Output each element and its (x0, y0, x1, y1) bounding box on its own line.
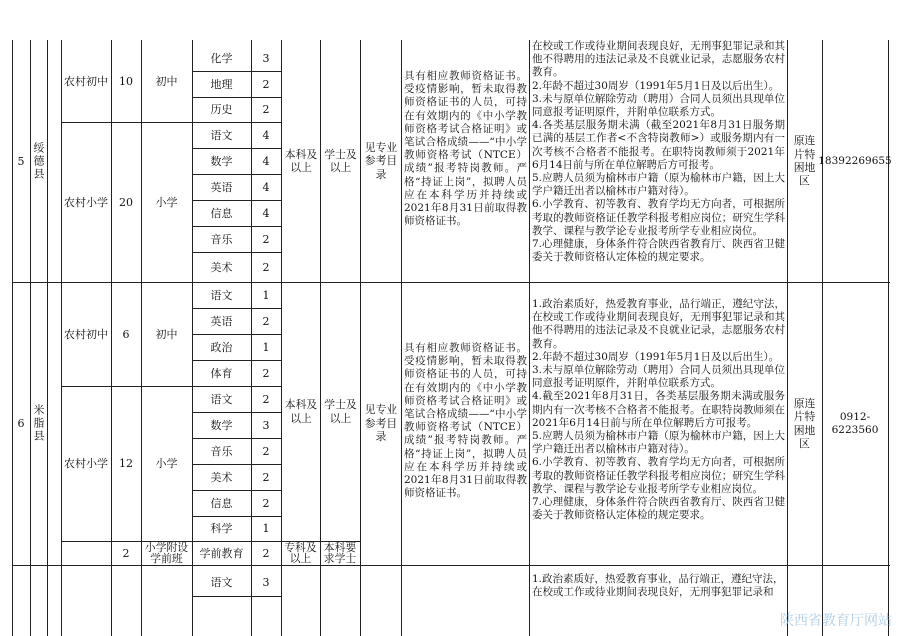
subject-count: 2 (262, 260, 270, 274)
subject-cell: 数学 (210, 418, 233, 432)
subject-count: 3 (262, 576, 270, 589)
subject-count: 2 (262, 77, 270, 91)
requirement-item: 2.年龄不超过30周岁（1991年5月1日及以后出生）。 (532, 350, 780, 363)
certificate-requirement: 具有相应教师资格证书。受疫情影响，暂未取得教师资格证书的人员，可持在有效期内的《中小学教师资格考试合格证明》或笔试合格成绩——“中小学教师资格考试（NTCE）成绩”报考特岗教师。严格“持证上岗”，拟聘人员应在本科学历并持续或2021年8月31日前取得教师资格证书。 (404, 70, 527, 228)
requirement-item: 在校或工作或待业期间表现良好，无刑事犯罪记录和其他不得聘用的违法记录及不良就业记录，志愿服务农村教育。 (532, 40, 785, 79)
subject-cell: 数学 (210, 154, 233, 168)
requirement-item: 6.小学教育、初等教育、教育学均无方向者，可根据所考取的教师资格证任教学科报考相应岗位；研究生学科教学、课程与教学论专业报考所学专业相应岗位。 (532, 456, 785, 495)
requirement-item: 4.各类基层服务期未满（截至2021年8月31日服务期已满的基层工作者<不含特岗教师>）或服务期内有一次考核不合格者不能报考。在职特岗教师须于2021年6月14日前与所在单位解聘后方可报考。 (532, 119, 785, 171)
school-type-cell: 农村初中 (64, 327, 108, 341)
row-divider (12, 565, 890, 566)
education-cell: 专科及以上 (284, 540, 317, 565)
subject-cell: 化学 (210, 51, 233, 65)
subject-cell: 政治 (210, 340, 233, 354)
subject-count: 1 (262, 288, 270, 302)
subject-cell: 地理 (210, 77, 233, 91)
area-cell: 原连片特困地区 (793, 134, 816, 188)
requirement-item: 3.未与原单位解除劳动（聘用）合同人员须出具现单位同意报考证明原件，并附单位联系方式。 (532, 92, 785, 119)
certificate-requirement: 具有相应教师资格证书。受疫情影响，暂未取得教师资格证书的人员，可持在有效期内的《中小学教师资格考试合格证明》或笔试合格成绩——“中小学教师资格考试（NTCE）成绩”报考特岗教师。严格“持证上岗”，拟聘人员应在本科学历并持续或2021年8月31日前取得教师资格证书。 (404, 342, 527, 500)
subject-count: 2 (262, 470, 270, 484)
county-cell: 绥德县 (32, 141, 45, 181)
watermark: 陕西省教育厅网站 (780, 613, 892, 629)
school-type-cell: 农村小学 (64, 457, 108, 470)
degree-cell: 本科要求学士 (323, 540, 357, 565)
degree-cell: 学士及以上 (324, 398, 357, 425)
level-cell: 初中 (155, 327, 178, 341)
subject-cell: 语文 (210, 392, 233, 406)
subject-count: 3 (262, 51, 270, 65)
education-cell: 本科及以上 (284, 147, 318, 174)
requirements-list (532, 573, 785, 636)
level-cell: 小学 (155, 195, 178, 209)
subject-count: 2 (262, 314, 270, 328)
subject-cell: 音乐 (210, 444, 233, 458)
quota-cell: 20 (119, 195, 133, 209)
seq-cell: 5 (17, 154, 25, 168)
subject-count: 1 (262, 522, 270, 535)
degree-cell: 学士及以上 (324, 147, 357, 174)
major-cell: 见专业参考目录 (364, 403, 398, 444)
requirement-item: 5.应聘人员须为榆林市户籍（原为榆林市户籍，因上大学户籍迁出者以榆林市户籍对待）。 (532, 172, 785, 198)
level-cell: 初中 (155, 74, 178, 88)
school-type-cell: 农村小学 (64, 195, 108, 209)
subject-cell: 英语 (210, 180, 233, 194)
col-line (360, 40, 361, 636)
requirements-list (532, 298, 785, 563)
requirement-item: 3.未与原单位解除劳动（聘用）合同人员须出具现单位同意报考证明原件，并附单位联系方式。 (532, 364, 785, 390)
level-cell: 小学 (155, 457, 178, 470)
subject-count: 2 (262, 232, 270, 246)
col-line (888, 40, 889, 636)
subject-count: 2 (262, 392, 270, 406)
seq-cell: 6 (17, 417, 25, 430)
requirement-item: 2.年龄不超过30周岁（1991年5月1日及以后出生）。 (532, 79, 780, 92)
subject-cell: 美术 (210, 260, 233, 274)
requirements-list (532, 40, 785, 280)
subject-cell: 科学 (210, 522, 233, 535)
subject-count: 1 (262, 340, 270, 354)
requirement-item: 1.政治素质好，热爱教育事业，品行端正，遵纪守法， (532, 573, 784, 585)
subject-cell: 历史 (210, 103, 233, 116)
col-line (529, 40, 530, 636)
requirement-item: 7.心理健康，身体条件符合陕西省教育厅、陕西省卫健委关于教师资格认定体检的规定要求。 (532, 238, 785, 264)
requirement-item: 5.应聘人员须为榆林市户籍（原为榆林市户籍，因上大学户籍迁出者以榆林市户籍对待）。 (532, 430, 785, 456)
subject-cell: 音乐 (210, 232, 233, 246)
col-line (787, 40, 788, 636)
quota-cell: 10 (119, 74, 133, 88)
col-line (47, 40, 48, 636)
requirement-item: 6.小学教育、初等教育、教育学均无方向者，可根据所考取的教师资格证任教学科报考相应岗位；研究生学科教学、课程与教学论专业报考所学专业相应岗位。 (532, 198, 785, 237)
level-cell: 小学附设学前班 (144, 540, 189, 565)
subject-cell: 信息 (210, 496, 233, 510)
subject-count: 4 (262, 206, 270, 220)
subject-cell: 学前教育 (199, 546, 244, 560)
subject-cell: 语文 (210, 576, 233, 589)
col-line (401, 40, 402, 636)
subject-cell: 语文 (210, 128, 233, 142)
subject-cell: 体育 (210, 366, 233, 380)
subject-count: 4 (262, 154, 270, 168)
subject-cell: 英语 (210, 314, 233, 328)
subject-cell: 语文 (210, 288, 233, 302)
subject-count: 2 (262, 546, 270, 560)
major-cell: 见专业参考目录 (364, 140, 398, 181)
education-cell: 本科及以上 (284, 398, 318, 425)
subject-count: 2 (262, 103, 270, 116)
subject-cell: 信息 (210, 206, 233, 220)
subject-divider (192, 596, 281, 597)
phone-cell: 0912-6223560 (831, 410, 879, 436)
requirement-item: 1.政治素质好，热爱教育事业，品行端正，遵纪守法，在校或工作或待业期间表现良好，无刑事犯罪记录和其他不得聘用的违法记录及不良就业记录，志愿服务农村教育。 (532, 298, 785, 350)
subject-count: 2 (262, 496, 270, 510)
subject-cell: 美术 (210, 470, 233, 484)
quota-cell: 12 (119, 457, 133, 470)
subject-count: 3 (262, 418, 270, 432)
requirement-item: 7.心理健康，身体条件符合陕西省教育厅、陕西省卫健委关于教师资格认定体检的规定要求。 (532, 496, 785, 522)
subject-count: 2 (262, 444, 270, 458)
subject-count: 2 (262, 366, 270, 380)
phone-cell: 18392269655 (818, 154, 892, 167)
subject-count: 4 (262, 180, 270, 194)
quota-cell: 2 (122, 546, 130, 560)
requirement-item: 在校或工作或待业期间表现良好，无刑事犯罪记录和 (532, 586, 774, 599)
quota-cell: 6 (122, 327, 130, 341)
area-cell: 原连片特困地区 (793, 396, 816, 450)
requirement-item: 4.截至2021年8月31日，各类基层服务期未满或服务期内有一次考核不合格者不能报考。在职特岗教师须在2021年6月14日前与所在单位解聘后方可报考。 (532, 390, 785, 429)
subject-count: 4 (262, 128, 270, 142)
school-type-cell: 农村初中 (64, 74, 108, 88)
county-cell: 米脂县 (32, 404, 45, 443)
